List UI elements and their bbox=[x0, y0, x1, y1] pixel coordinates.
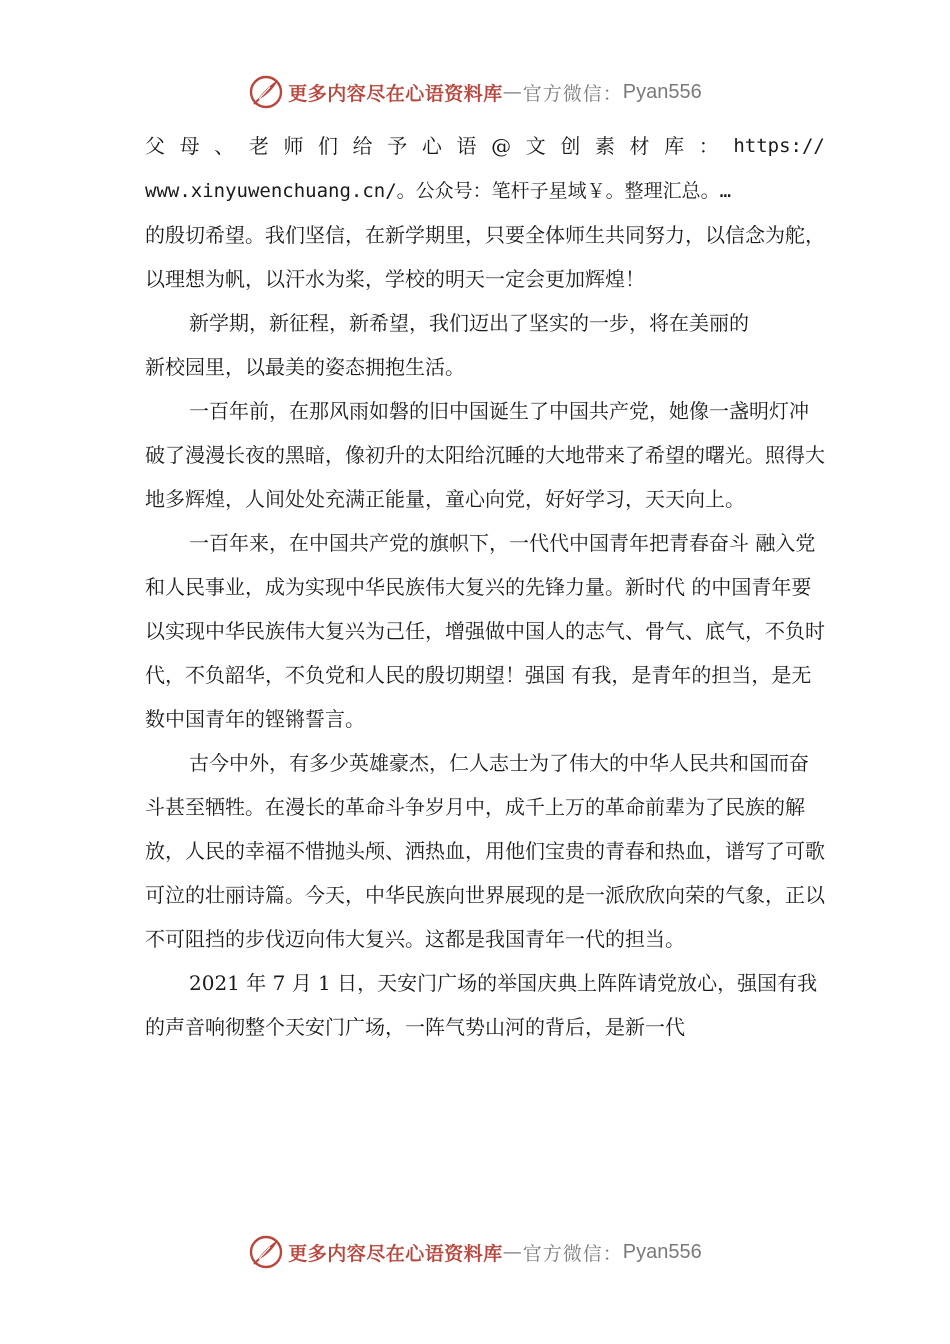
banner-wechat-label: 官方微信： bbox=[522, 82, 623, 105]
line1-char: 们 bbox=[318, 134, 339, 158]
paragraph-5: 古今中外，有多少英雄豪杰，仁人志士为了伟大的中华人民共和国而奋斗甚至牺牲。在漫长的革命斗争岁月中，成千上万的革命前辈为了民族的解放，人民的幸福不惜抛头颅、洒热血，用他们宝贵的青春和热血，谱写了可歌可泣的壮丽诗篇。今天，中华民族向世界展现的是一派欣欣向荣的气象，正以不可阻挡的步伐迈向伟大复兴。这都是我国青年一代的担当。 bbox=[145, 751, 825, 951]
banner-site-name: 更多内容尽在心语资料库 bbox=[288, 1242, 503, 1265]
line1-char: ： bbox=[698, 134, 719, 158]
line1-char: @ bbox=[491, 134, 512, 158]
line1-char: 库 bbox=[664, 134, 685, 158]
footer-watermark-banner bbox=[0, 1230, 950, 1274]
banner-dash: — bbox=[502, 1241, 523, 1263]
line1-char: 素 bbox=[594, 134, 615, 158]
line1-char: 语 bbox=[456, 134, 477, 158]
paragraph-2-line-1: 新学期，新征程，新希望，我们迈出了坚实的一步，将在美丽的 bbox=[189, 311, 749, 335]
line1-url-start: https:// bbox=[733, 135, 825, 157]
url-line bbox=[145, 168, 825, 213]
line1-char: 、 bbox=[214, 134, 235, 158]
feather-quill-logo-icon bbox=[248, 74, 284, 110]
paragraph-3: 一百年前，在那风雨如磐的旧中国诞生了中国共产党，她像一盏明灯冲破了漫漫长夜的黑暗，像初升的太阳给沉睡的大地带来了希望的曙光。照得大地多辉煌，人间处处充满正能量，童心向党，好好学习，天天向上。 bbox=[145, 399, 825, 511]
banner-wechat-id: Pyan556 bbox=[622, 80, 702, 103]
paragraph-6: 2021 年 7 月 1 日，天安门广场的举国庆典上阵阵请党放心，强国有我的声音响彻整个天安门广场，一阵气势山河的背后，是新一代 bbox=[145, 971, 818, 1039]
banner-dash: — bbox=[502, 81, 523, 103]
line1-char: 父 bbox=[145, 134, 165, 158]
document-body bbox=[145, 124, 825, 1049]
paragraph-2-line-2: 新校园里，以最美的姿态拥抱生活。 bbox=[145, 355, 465, 379]
line1-char: 老 bbox=[248, 134, 269, 158]
line1-char: 文 bbox=[525, 134, 546, 158]
line1-char: 心 bbox=[421, 134, 442, 158]
banner-wechat-label: 官方微信： bbox=[522, 1242, 623, 1265]
banner-wechat-id: Pyan556 bbox=[622, 1240, 702, 1263]
line1-char: 师 bbox=[283, 134, 304, 158]
line1-char: 给 bbox=[352, 134, 373, 158]
paragraph-4: 一百年来，在中国共产党的旗帜下，一代代中国青年把青春奋斗 融入党和人民事业，成为实现中华民族伟大复兴的先锋力量。新时代 的中国青年要以实现中华民族伟大复兴为己任，增强做中国人的志气、骨气、底气，不负时代，不负韶华，不负党和人民的殷切期望！强国 有我，是青年的担当，是无数中国青年的铿锵誓言。 bbox=[145, 531, 825, 731]
banner-site-name: 更多内容尽在心语资料库 bbox=[288, 82, 503, 105]
line1-char: 材 bbox=[629, 134, 650, 158]
header-watermark-banner bbox=[0, 70, 950, 114]
justified-first-line bbox=[145, 124, 825, 168]
line1-char: 创 bbox=[560, 134, 581, 158]
url-line-text: www.xinyuwenchuang.cn/。公众号：笔杆子星域￥。整理汇总。… bbox=[145, 180, 732, 202]
line1-char: 予 bbox=[387, 134, 408, 158]
line1-char: 母 bbox=[179, 134, 200, 158]
feather-quill-logo-icon bbox=[248, 1234, 284, 1270]
paragraph-1: 的殷切希望。我们坚信，在新学期里，只要全体师生共同努力，以信念为舵，以理想为帆，以汗水为桨，学校的明天一定会更加辉煌！ bbox=[145, 223, 825, 291]
